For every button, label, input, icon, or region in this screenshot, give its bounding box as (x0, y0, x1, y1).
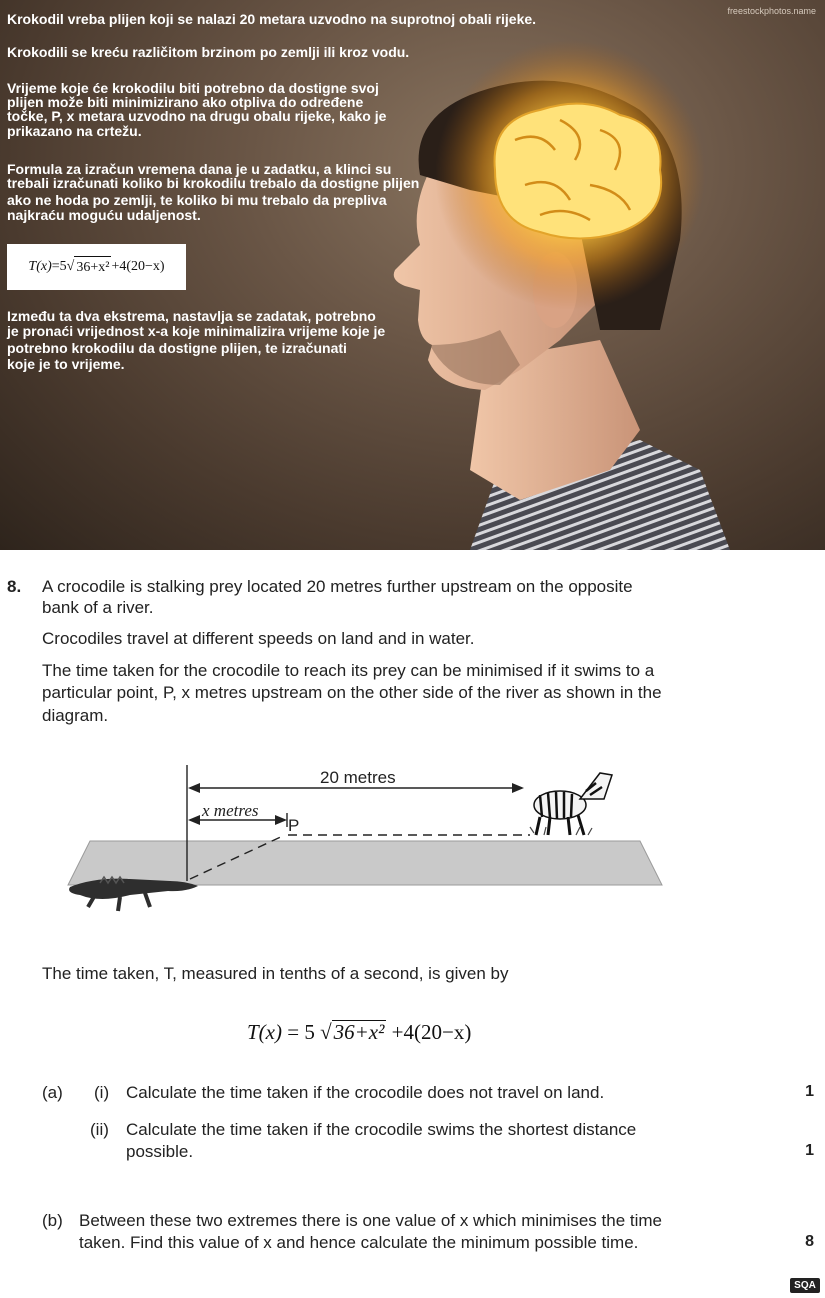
part-b-line: taken. Find this value of x and hence calculate the minimum possible time. (79, 1233, 639, 1252)
intro-line: bank of a river. (42, 598, 154, 617)
intro-line: A crocodile is stalking prey located 20 metres further upstream on the opposite (42, 577, 633, 596)
banner-line: potrebno krokodilu da dostigne plijen, te izračunati (7, 340, 347, 356)
formula-tail: +4(20−x) (391, 1020, 472, 1044)
part-a-ii-line: possible. (126, 1142, 194, 1161)
sqrt-icon: √ (320, 1020, 332, 1044)
banner-formula (7, 244, 186, 290)
banner-line: ako ne hoda po zemlji, te koliko bi mu trebalo da prepliva (7, 192, 387, 208)
label-20-metres: 20 metres (320, 768, 396, 787)
label-x-metres: x metres (202, 801, 259, 820)
part-b-line: Between these two extremes there is one value of x which minimises the time (79, 1211, 662, 1230)
banner-line: točke, P, x metara uzvodno na drugu obalu rijeke, kako je (7, 108, 387, 124)
banner-paragraph-1: Krokodil vreba plijen koji se nalazi 20 metara uzvodno na suprotnoj obali rijeke. (7, 11, 537, 27)
label-point-p: P (288, 816, 300, 835)
banner-line: je pronaći vrijednost x-a koje minimalizira vrijeme koje je (7, 323, 386, 339)
part-b-label: (b) (42, 1211, 63, 1230)
minimise-line: particular point, P, x metres upstream on the other side of the river as shown in the (42, 683, 662, 702)
banner-line: prikazano na crtežu. (7, 123, 142, 139)
formula-equals: = (287, 1020, 300, 1044)
sqa-logo: SQA (790, 1278, 820, 1293)
formula-lhs: T(x) (28, 259, 52, 274)
formula-tail: +4(20−x) (111, 259, 165, 274)
part-a-i-marks: 1 (805, 1083, 814, 1100)
minimise-line: The time taken for the crocodile to reach its prey can be minimised if it swims to a (42, 661, 655, 680)
banner-line: Vrijeme koje će krokodilu biti potrebno da dostigne svoj (7, 80, 379, 96)
formula-radicand: 36+x² (333, 1020, 385, 1044)
formula-coef: 5 (59, 259, 67, 274)
watermark: freestockphotos.name (727, 6, 816, 16)
crocodile-icon (69, 877, 198, 911)
river-diagram (0, 755, 825, 925)
river (68, 841, 662, 885)
banner-paragraph-2: Krokodili se kreću različitom brzinom po zemlji ili kroz vodu. (7, 44, 410, 60)
formula-equals: = (51, 259, 60, 274)
part-a-ii-line: Calculate the time taken if the crocodile swims the shortest distance (126, 1120, 637, 1139)
sqrt-icon: √ (66, 259, 75, 274)
part-a-i-label: (i) (94, 1083, 110, 1102)
speeds-text: Crocodiles travel at different speeds on land and in water. (42, 629, 475, 648)
banner-line: koje je to vrijeme. (7, 356, 125, 372)
banner-photo (0, 0, 825, 550)
formula-coef: 5 (304, 1020, 315, 1044)
part-a-i-text: Calculate the time taken if the crocodile does not travel on land. (126, 1083, 605, 1102)
banner-line: najkraću moguću udaljenost. (7, 207, 201, 223)
time-formula (247, 1020, 471, 1045)
banner-line: plijen može biti minimizirano ako otpliva do određene (7, 94, 364, 110)
part-b-marks: 8 (805, 1233, 814, 1250)
part-a-ii-label: (ii) (90, 1120, 109, 1139)
part-a-ii-marks: 1 (805, 1142, 814, 1159)
time-intro: The time taken, T, measured in tenths of a second, is given by (42, 964, 509, 983)
banner-line: trebali izračunati koliko bi krokodilu trebalo da dostigne plijen (7, 175, 420, 191)
formula-lhs: T(x) (247, 1020, 282, 1044)
minimise-line: diagram. (42, 706, 109, 725)
banner-line: Između ta dva ekstrema, nastavlja se zadatak, potrebno (7, 308, 376, 324)
question-number: 8. (7, 577, 22, 596)
zebra-icon (530, 773, 612, 835)
part-a-label: (a) (42, 1083, 63, 1102)
formula-radicand: 36+x² (74, 256, 111, 279)
banner-line: Formula za izračun vremena dana je u zadatku, a klinci su (7, 161, 392, 177)
